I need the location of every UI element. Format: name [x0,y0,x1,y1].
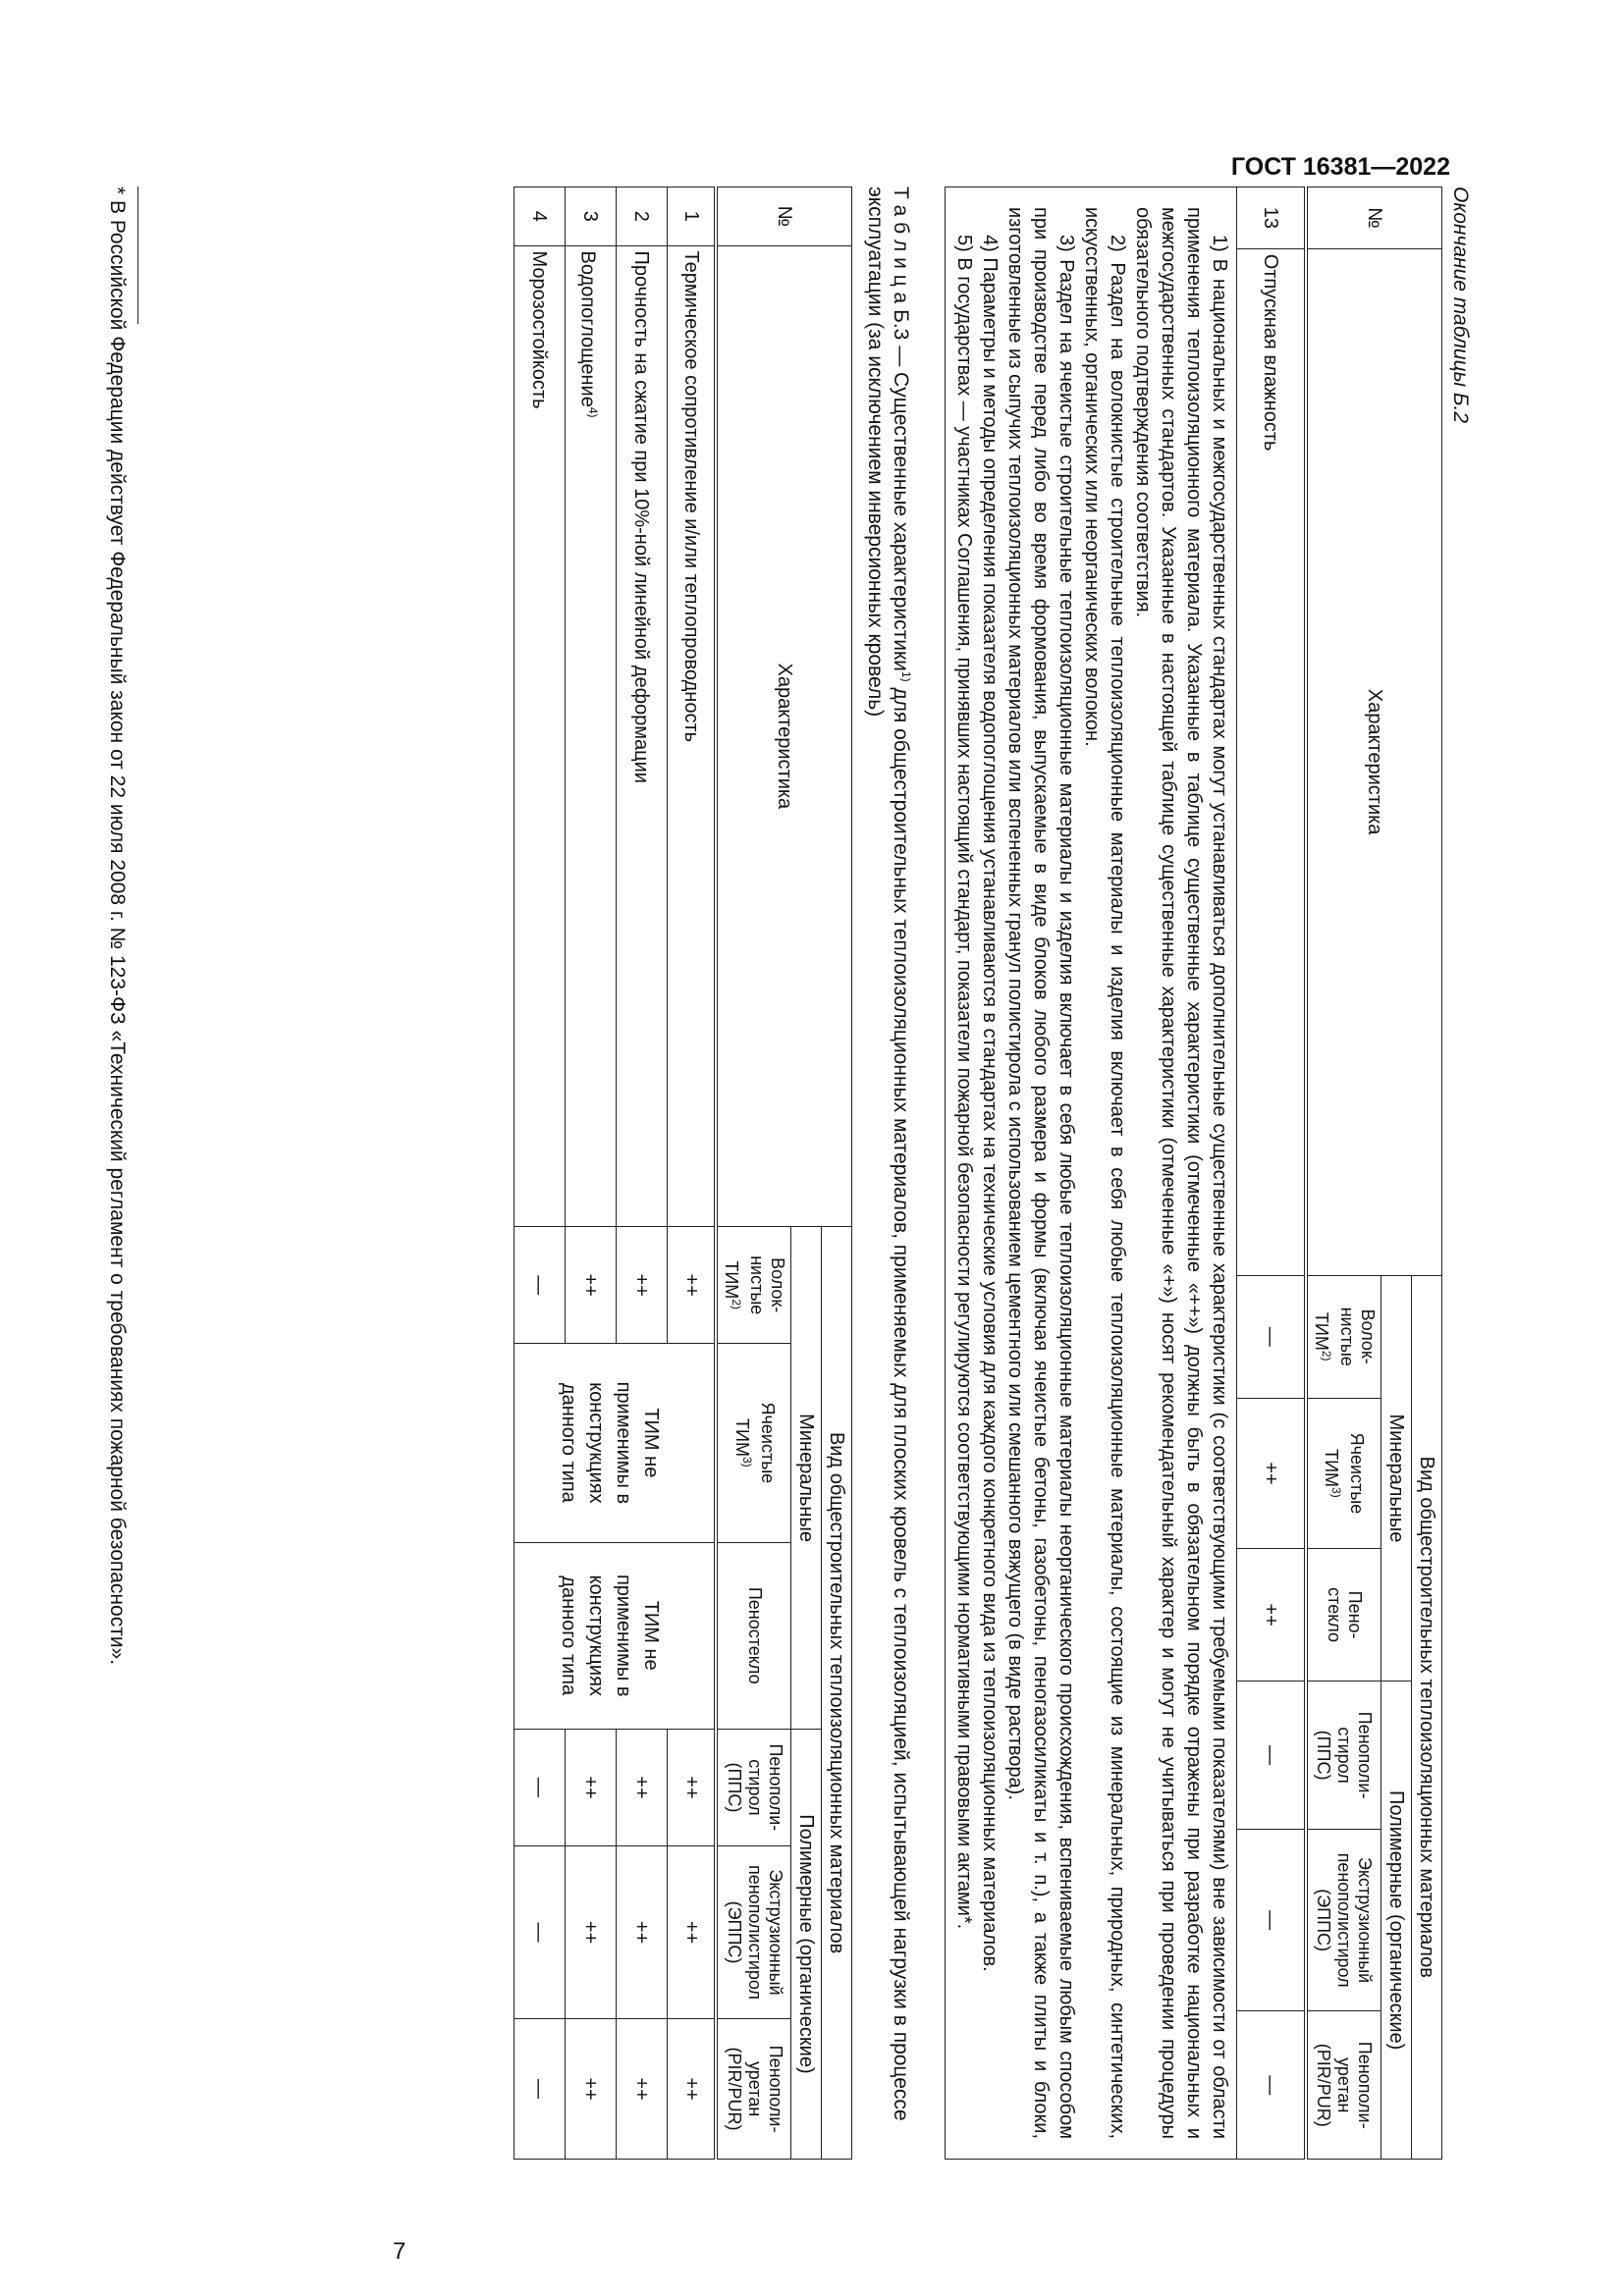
row-name: Водопоглощение$^{4)}$ [566,245,617,1227]
col-header-cellular: Ячеистые ТИМ$^{3)}$ [1306,1398,1381,1548]
document-code: ГОСТ 16381—2022 [1230,153,1450,181]
table-row [668,187,717,2160]
table-row [1237,187,1306,2160]
note-5: 5) В государствах — участниках Соглашения, принявших настоящий стандарт, показатели пожарной безопасности регулируются соответствующими нормативными правовыми актами*. [953,235,976,1930]
footnote: * В Российской Федерации действует Федеральный закон от 22 июля 2008 г. № 123-ФЗ «Технический регламент о требованиях пожарной безопасности». [106,187,129,1666]
cell-value: ++ [668,1845,717,2018]
row-number: 2 [617,187,668,246]
col-header-fibrous: Волок- нистые ТИМ$^{2)}$ [1306,1275,1381,1398]
group-header-polymer: Полимерные (органические) [791,1729,822,2159]
rotated-content [98,187,1473,2160]
col-header-xps: Экструзионный пенополистирол (ЭППС) [1306,1829,1381,2011]
row-number: 4 [514,187,566,246]
table-row [617,187,668,2160]
cell-value: — [1237,1275,1306,1398]
cell-value: ++ [617,2019,668,2160]
col-header-cellular: Ячеистые ТИМ$^{3)}$ [717,1344,792,1542]
note-2: 2) Раздел на волокнистые строительные теплоизоляционные материалы и изделия включает в себя любые теплоизоляционные материалы, состоящие из минеральных, природных, синтетических, искусственных, органических или неорганических волокон. [1081,207,1129,2139]
page-number: 7 [393,2238,406,2265]
footnote-divider [137,187,138,324]
row-name: Прочность на сжатие при 10%-ной линейной деформации [617,245,668,1227]
col-header-pur: Пенополи- уретан (PIR/PUR) [1306,2011,1381,2160]
cell-value: ++ [1237,1398,1306,1548]
table-notes [946,187,1237,2160]
group-header-mineral: Минеральные [1381,1275,1412,1682]
row-number: 3 [566,187,617,246]
col-header-number: № [717,187,853,246]
group-header-polymer: Полимерные (органические) [1381,1682,1412,2160]
table-b3 [514,187,853,2160]
continuation-caption: Окончание таблицы Б.2 [1449,187,1472,424]
note-4: 4) Параметры и методы определения показателя водопоглощения устанавливаются в стандартах на технические условия для каждого конкретного вида из теплоизоляционных материалов. [979,235,1001,1972]
cell-value: ++ [617,1729,668,1845]
group-header-mineral: Минеральные [791,1227,822,1730]
cell-value: ++ [566,2019,617,2160]
cell-value: — [514,1729,566,1845]
group-header-kind: Вид общестроительных теплоизоляционных материалов [822,1227,852,2160]
col-header-foamglass: Пеностекло [717,1542,792,1729]
cell-value: ++ [617,1845,668,2018]
group-header-kind: Вид общестроительных теплоизоляционных материалов [1412,1275,1442,2159]
merged-cell-cellular: ТИМ не применимы в конструкциях данного типа [514,1344,717,1542]
cell-value: — [1237,1829,1306,2011]
col-header-eps: Пенополи- стирол (ППС) [1306,1682,1381,1829]
cell-value: — [1237,1682,1306,1829]
col-header-characteristic: Характеристика [717,245,853,1227]
cell-value: ++ [566,1227,617,1344]
col-header-xps: Экструзионный пенополистирол (ЭППС) [717,1845,792,2018]
row-name: Отпускная влажность [1237,248,1306,1275]
table-b2-end [1237,187,1443,2160]
row-name: Термическое сопротивление и/или теплопроводность [668,245,717,1227]
table-row [566,187,617,2160]
cell-value: — [1237,2011,1306,2160]
cell-value: ++ [668,1729,717,1845]
table-row [514,187,566,2160]
cell-value: ++ [668,2019,717,2160]
row-name: Морозостойкость [514,245,566,1227]
merged-cell-foamglass: ТИМ не применимы в конструкциях данного типа [514,1542,717,1729]
note-3: 3) Раздел на ячеистые строительные теплоизоляционные материалы и изделия включает в себя любые теплоизоляционные материалы неорганического происхождения, вспениваемые любым способом при производстве перед либо во время формования, выпускаемые в виде блоков любого размера и формы (включая ячеистые бетоны, газобетоны, пеногазосиликаты и т. п.), а также плиты и блоки, изготовленные из сыпучих теплоизоляционных материалов или вспененных гранул полистирола с использованием цементного или смешанного вяжущего (в виде раствора). [1004,207,1078,2139]
cell-value: ++ [1237,1548,1306,1681]
col-header-characteristic: Характеристика [1306,248,1442,1275]
cell-value: — [514,1227,566,1344]
cell-value: — [514,1845,566,2018]
table-b3-caption: Т а б л и ц а Б.3 — Существенные характеристики$^{1)}$ для общестроительных теплоизоляционных материалов, применяемых для плоских кровель с теплоизоляцией, испытывающей нагрузки в процессе эксплуатации (за исключением инверсионных кровель) [864,187,914,2121]
row-number: 1 [668,187,717,246]
col-header-fibrous: Волок- нистые ТИМ$^{2)}$ [717,1227,792,1344]
col-header-eps: Пенополи- стирол (ППС) [717,1729,792,1845]
cell-value: ++ [617,1227,668,1344]
cell-value: ++ [668,1227,717,1344]
cell-value: ++ [566,1729,617,1845]
row-number: 13 [1237,187,1306,249]
col-header-number: № [1306,187,1442,249]
col-header-foamglass: Пено- стекло [1306,1548,1381,1681]
note-1: 1) В национальных и межгосударственных стандартах могут устанавливаться дополнительные существенные характеристики (с соответствующими требуемыми показателями) вне зависимости от области применения теплоизоляционного материала. Указанные в таблице существенные характеристики (отмеченные «++») должны быть в обязательном порядке отражены при разработке национальных и межгосударственных стандартов. Указанные в настоящей таблице существенные характеристики (отмеченные «+») носят рекомендательный характер и могут не учитываться при проведении процедуры обязательного подтверждения соответствия. [1132,207,1231,2139]
cell-value: ++ [566,1845,617,2018]
cell-value: — [514,2019,566,2160]
col-header-pur: Пенополи- уретан (PIR/PUR) [717,2019,792,2160]
